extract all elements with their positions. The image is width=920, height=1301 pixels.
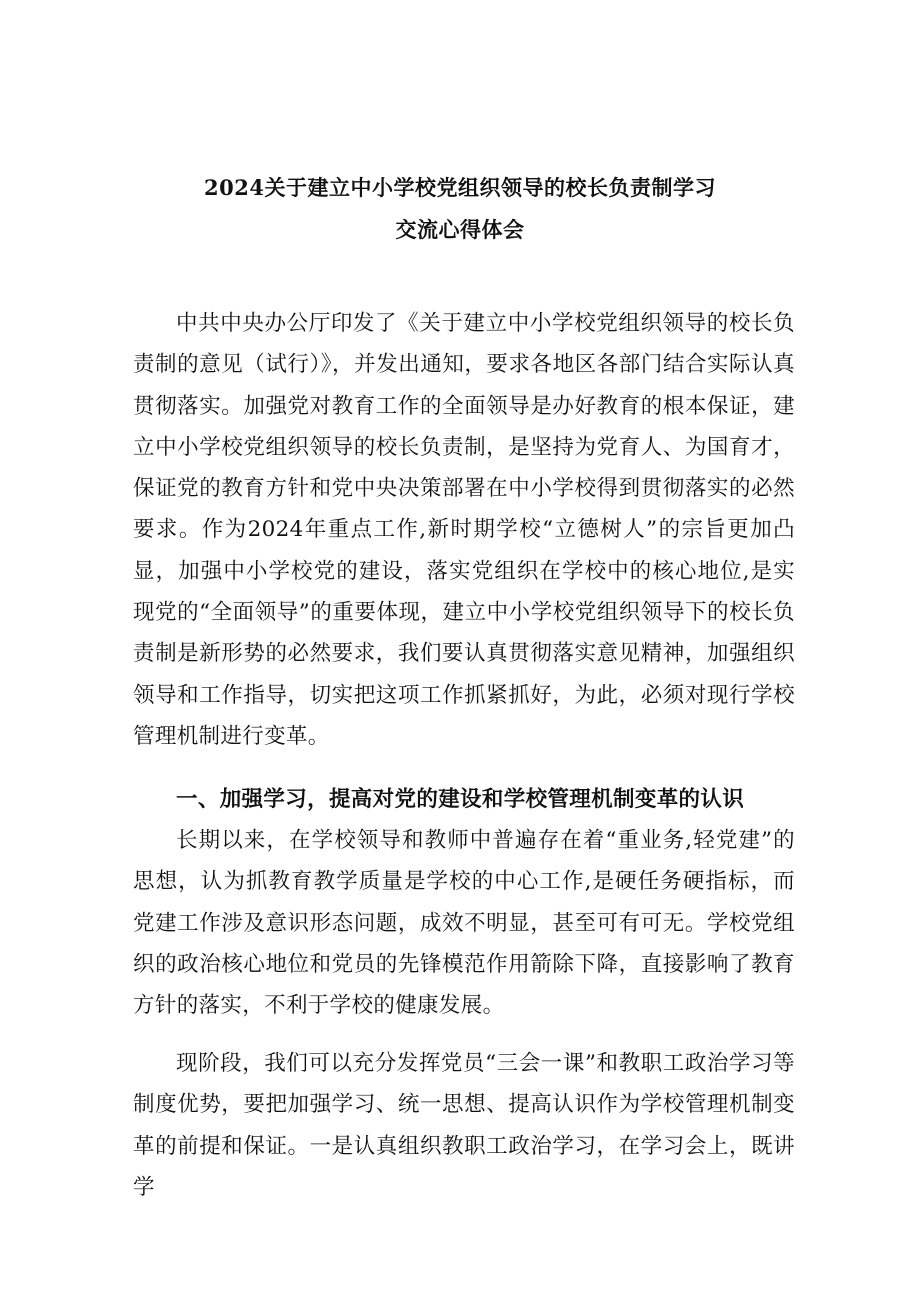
paragraph-intro: 中共中央办公厅印发了《关于建立中小学校党组织领导的校长负责制的意见（试行）》，并发出通知，要求各地区各部门结合实际认真贯彻落实。加强党对教育工作的全面领导是办好教育的根本保证，建立中小学校党组织领导的校长负责制，是坚持为党育人、为国育才，保证党的教育方针和党中央决策部署在中小学校得到贯彻落实的必然要求。作为2024年重点工作,新时期学校“立德树人”的宗旨更加凸显，加强中小学校党的建设，落实党组织在学校中的核心地位,是实现党的“全面领导”的重要体现，建立中小学校党组织领导下的校长负责制是新形势的必然要求，我们要认真贯彻落实意见精神，加强组织领导和工作指导，切实把这项工作抓紧抓好，为此，必须对现行学校管理机制进行变革。 xyxy=(133,311,795,749)
section-heading-1: 一、加强学习，提高对党的建设和学校管理机制变革的认识 xyxy=(176,787,745,812)
document-title-line2: 交流心得体会 xyxy=(395,217,525,242)
document-title-line1: 2024关于建立中小学校党组织领导的校长负责制学习 xyxy=(204,175,716,200)
paragraph-section1-body: 长期以来，在学校领导和教师中普遍存在着“重业务,轻党建”的思想，认为抓教育教学质量是学校的中心工作,是硬任务硬指标，而党建工作涉及意识形态问题，成效不明显，甚至可有可无。学校党组织的政治核心地位和党员的先锋模范作用箭除下降，直接影响了教育方针的落实，不利于学校的健康发展。 xyxy=(133,828,795,1019)
paragraph-section1-continued: 现阶段，我们可以充分发挥党员“三会一课”和教职工政治学习等制度优势，要把加强学习、统一思想、提高认识作为学校管理机制变革的前提和保证。一是认真组织教职工政治学习，在学习会上，既讲学 xyxy=(133,1051,795,1200)
